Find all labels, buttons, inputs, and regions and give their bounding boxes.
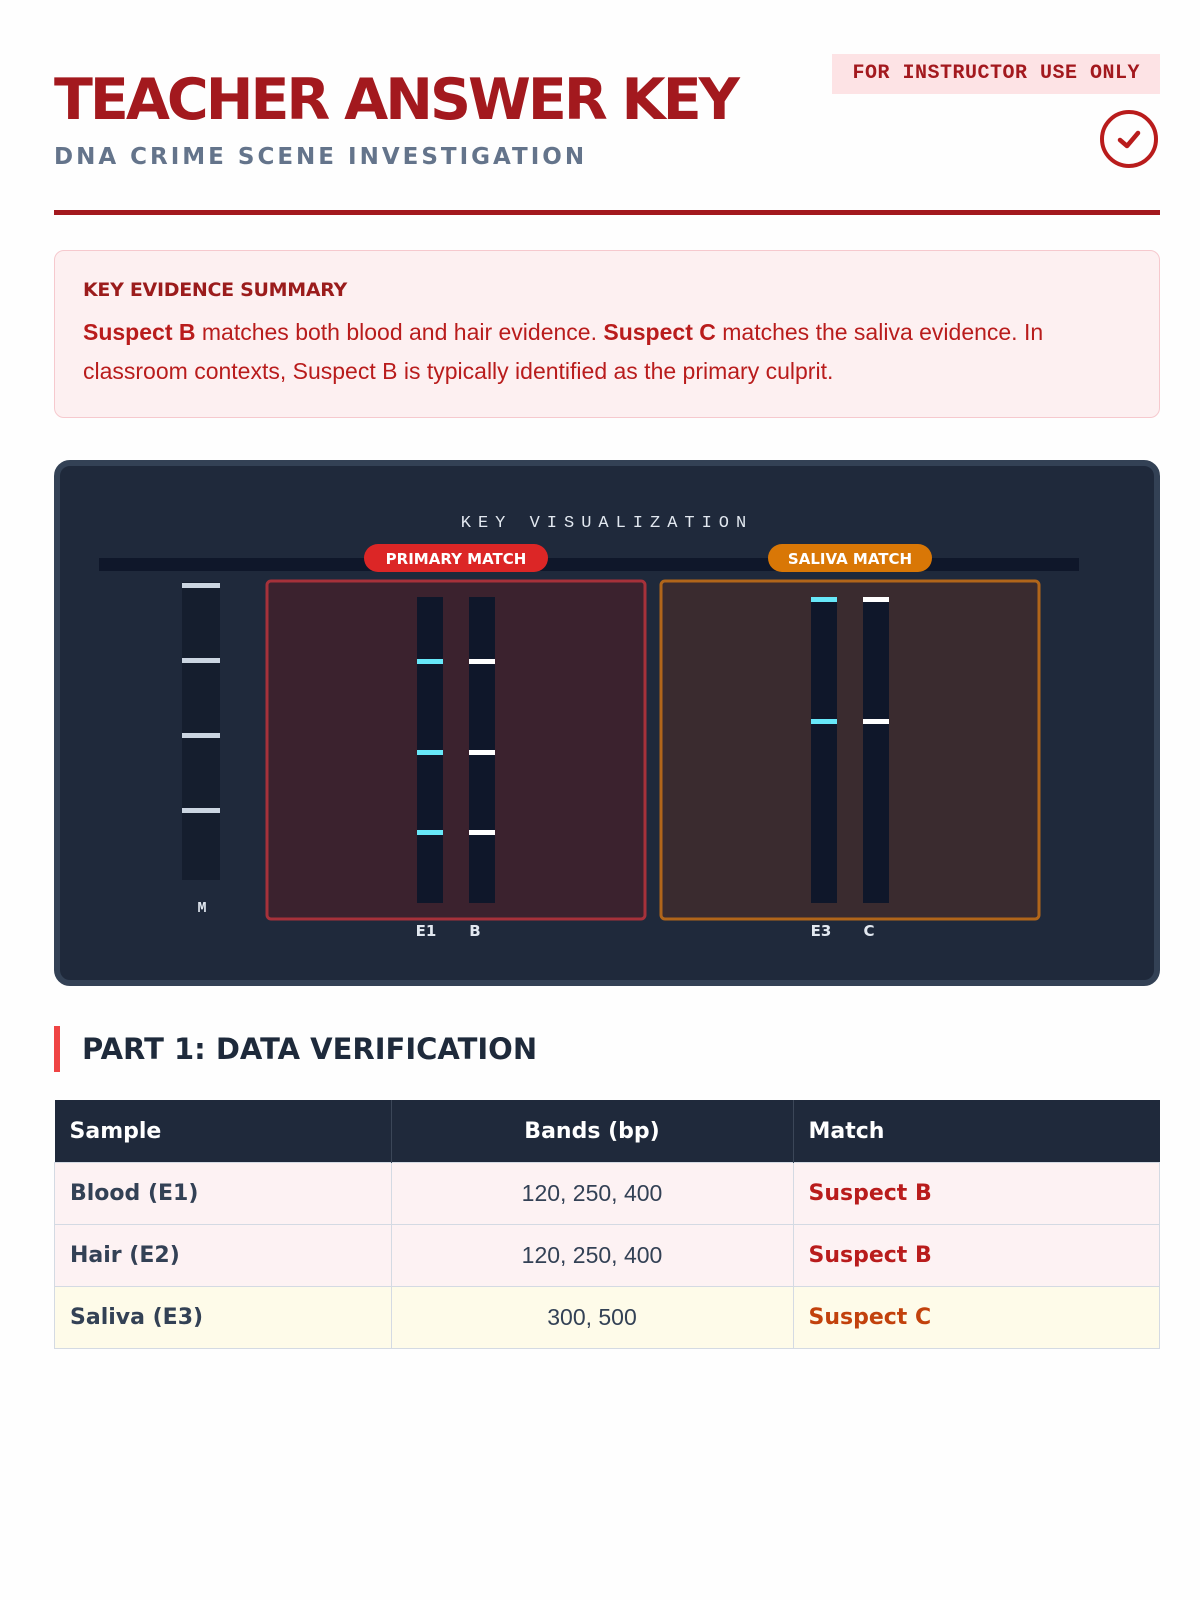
marker-lane-label: M xyxy=(197,900,207,917)
table-row xyxy=(55,1225,1160,1287)
data-verification-table xyxy=(54,1100,1160,1349)
summary-text-part-2: matches the saliva evidence. In classroom contexts, Suspect B is typically identified as the primary culprit. xyxy=(83,319,1044,384)
column-header-sample: Sample xyxy=(55,1100,392,1163)
visualization-title: KEY VISUALIZATION xyxy=(460,514,754,533)
sample-cell: Saliva (E3) xyxy=(55,1287,392,1349)
saliva-match-box xyxy=(661,581,1039,919)
summary-text-part-1: matches both blood and hair evidence. xyxy=(195,319,604,345)
bands-cell: 300, 500 xyxy=(391,1287,793,1349)
instructor-only-badge: FOR INSTRUCTOR USE ONLY xyxy=(832,54,1160,94)
marker-band xyxy=(182,733,220,738)
match-cell: Suspect C xyxy=(793,1287,1160,1349)
table-header-row xyxy=(55,1100,1160,1163)
marker-band xyxy=(182,583,220,588)
suspect-band xyxy=(469,750,495,755)
gel-visualization xyxy=(54,460,1160,986)
bands-cell: 120, 250, 400 xyxy=(391,1225,793,1287)
table-row xyxy=(55,1287,1160,1349)
evidence-band xyxy=(811,597,837,602)
lane-e3-label: E3 xyxy=(810,922,832,940)
evidence-band xyxy=(417,830,443,835)
table-row xyxy=(55,1163,1160,1225)
summary-text xyxy=(83,313,1131,391)
evidence-band xyxy=(811,719,837,724)
answer-key-page xyxy=(54,0,1160,1330)
match-cell: Suspect B xyxy=(793,1163,1160,1225)
bands-cell: 120, 250, 400 xyxy=(391,1163,793,1225)
saliva-match-label: SALIVA MATCH xyxy=(787,550,913,568)
marker-band xyxy=(182,658,220,663)
primary-match-label: PRIMARY MATCH xyxy=(385,550,527,568)
lane-c-label: C xyxy=(863,922,875,940)
part1-heading: PART 1: DATA VERIFICATION xyxy=(54,1026,537,1072)
marker-band xyxy=(182,808,220,813)
lane-e3 xyxy=(811,597,837,903)
suspect-c-highlight: Suspect C xyxy=(603,319,716,345)
suspect-b-highlight: Suspect B xyxy=(83,319,196,345)
key-evidence-summary xyxy=(54,250,1160,418)
column-header-match: Match xyxy=(793,1100,1160,1163)
gel-well-strip xyxy=(99,558,1079,571)
sample-cell: Hair (E2) xyxy=(55,1225,392,1287)
column-header-bands: Bands (bp) xyxy=(391,1100,793,1163)
page-subtitle: DNA CRIME SCENE INVESTIGATION xyxy=(54,144,588,170)
header xyxy=(54,0,1160,215)
marker-lane xyxy=(182,582,220,880)
match-cell: Suspect B xyxy=(793,1225,1160,1287)
evidence-band xyxy=(417,659,443,664)
summary-heading: KEY EVIDENCE SUMMARY xyxy=(83,279,347,301)
primary-match-box xyxy=(267,581,645,919)
lane-e1-label: E1 xyxy=(415,922,437,940)
suspect-band xyxy=(863,719,889,724)
suspect-band xyxy=(469,659,495,664)
page-title: TEACHER ANSWER KEY xyxy=(54,67,737,133)
gel-diagram xyxy=(54,460,1160,986)
check-circle-icon xyxy=(1100,110,1158,168)
suspect-band xyxy=(863,597,889,602)
lane-b-label: B xyxy=(469,922,481,940)
suspect-band xyxy=(469,830,495,835)
sample-cell: Blood (E1) xyxy=(55,1163,392,1225)
evidence-band xyxy=(417,750,443,755)
lane-c xyxy=(863,597,889,903)
